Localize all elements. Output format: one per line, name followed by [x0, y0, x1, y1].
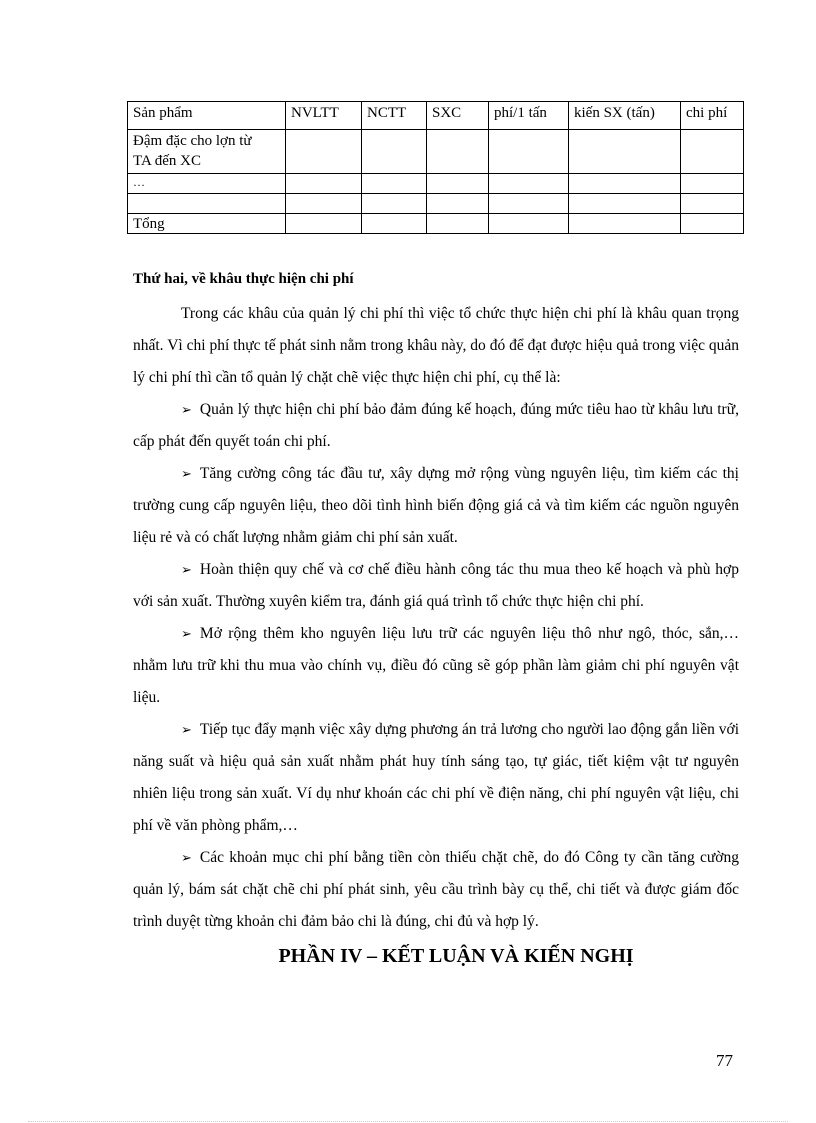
table-cell — [489, 194, 569, 214]
table-cell — [681, 194, 744, 214]
cost-table — [127, 101, 744, 234]
page-number: 77 — [716, 1051, 733, 1070]
table-header-cell: kiến SX (tấn) — [569, 102, 681, 130]
table-cell — [362, 130, 427, 174]
table-header-cell: Sản phẩm — [128, 102, 286, 130]
table-row — [128, 174, 744, 194]
intro-paragraph — [133, 298, 739, 394]
paragraph-text: Trong các khâu của quản lý chi phí thì việc tổ chức thực hiện chi phí là khâu quan trọng nhất. Vì chi phí thực tế phát sinh nằm trong khâu này, do đó để đạt được hiệu quả trong việc quản lý chi phí thì cần tổ quản lý chặt chẽ việc thực hiện chi phí, cụ thể là: — [133, 305, 739, 386]
table-cell — [681, 130, 744, 174]
table-cell — [286, 214, 362, 234]
table-cell — [681, 214, 744, 234]
table-cell — [362, 194, 427, 214]
table-cell — [569, 174, 681, 194]
arrow-bullet-icon: ➢ — [181, 722, 192, 737]
bullet-item — [133, 618, 739, 714]
footer-divider — [28, 1121, 788, 1122]
table-cell — [489, 174, 569, 194]
bullet-text: Quản lý thực hiện chi phí bảo đảm đúng kế hoạch, đúng mức tiêu hao từ khâu lưu trữ, cấp phát đến quyết toán chi phí. — [133, 401, 739, 450]
arrow-bullet-icon: ➢ — [181, 850, 192, 865]
table-cell — [569, 130, 681, 174]
table-header-cell: NCTT — [362, 102, 427, 130]
arrow-bullet-icon: ➢ — [181, 626, 192, 641]
bullet-text: Mở rộng thêm kho nguyên liệu lưu trữ các nguyên liệu thô như ngô, thóc, sắn,… nhằm lưu trữ khi thu mua vào chính vụ, điều đó cũng sẽ góp phần làm giảm chi phí nguyên vật liệu. — [133, 625, 739, 706]
bullet-item — [133, 458, 739, 554]
table-cell — [569, 214, 681, 234]
table-header-cell: phí/1 tấn — [489, 102, 569, 130]
bullet-item — [133, 554, 739, 618]
table-total-row — [128, 214, 744, 234]
table-cell — [569, 194, 681, 214]
table-cell — [427, 174, 489, 194]
table-cell: Đậm đặc cho lợn từ TA đến XC — [128, 130, 286, 174]
table-cell — [286, 194, 362, 214]
bullet-item — [133, 714, 739, 842]
table-cell — [427, 194, 489, 214]
table-cell: … — [128, 174, 286, 194]
bullet-text: Các khoản mục chi phí bằng tiền còn thiếu chặt chẽ, do đó Công ty cần tăng cường quản lý, bám sát chặt chẽ chi phí phát sinh, yêu cầu trình bày cụ thể, chi tiết và được giám đốc trình duyệt từng khoản chi đảm bảo chi là đúng, chi đủ và hợp lý. — [133, 849, 739, 930]
table-cell — [362, 174, 427, 194]
bullet-text: Tiếp tục đẩy mạnh việc xây dựng phương án trả lương cho người lao động gắn liền với năng suất và hiệu quả sản xuất nhằm phát huy tính sáng tạo, tự giác, tiết kiệm vật tư nguyên nhiên liệu trong sản xuất. Ví dụ như khoán các chi phí về điện năng, chi phí nguyên vật liệu, chi phí về văn phòng phẩm,… — [133, 721, 739, 834]
table-header-cell: NVLTT — [286, 102, 362, 130]
arrow-bullet-icon: ➢ — [181, 402, 192, 417]
bullet-item — [133, 842, 739, 938]
bullet-text: Tăng cường công tác đầu tư, xây dựng mở rộng vùng nguyên liệu, tìm kiếm các thị trường cung cấp nguyên liệu, theo dõi tình hình biến động giá cả và tìm kiếm các nguồn nguyên liệu rẻ và có chất lượng nhằm giảm chi phí sản xuất. — [133, 465, 739, 546]
table-header-cell: chi phí — [681, 102, 744, 130]
section-title: PHẦN IV – KẾT LUẬN VÀ KIẾN NGHỊ — [278, 945, 634, 967]
table-cell: Tổng — [128, 214, 286, 234]
table-row — [128, 194, 744, 214]
section-heading: Thứ hai, về khâu thực hiện chi phí — [133, 271, 354, 287]
bullet-item — [133, 394, 739, 458]
bullet-text: Hoàn thiện quy chế và cơ chế điều hành công tác thu mua theo kế hoạch và phù hợp với sản xuất. Thường xuyên kiểm tra, đánh giá quá trình tổ chức thực hiện chi phí. — [133, 561, 739, 610]
table-cell — [427, 214, 489, 234]
table-cell — [286, 174, 362, 194]
table-cell — [489, 214, 569, 234]
table-header-cell: SXC — [427, 102, 489, 130]
table-cell — [681, 174, 744, 194]
table-cell — [128, 194, 286, 214]
arrow-bullet-icon: ➢ — [181, 562, 192, 577]
table-cell — [362, 214, 427, 234]
table-row — [128, 130, 744, 174]
table-cell — [286, 130, 362, 174]
table-cell — [489, 130, 569, 174]
arrow-bullet-icon: ➢ — [181, 466, 192, 481]
table-cell — [427, 130, 489, 174]
table-header-row — [128, 102, 744, 130]
